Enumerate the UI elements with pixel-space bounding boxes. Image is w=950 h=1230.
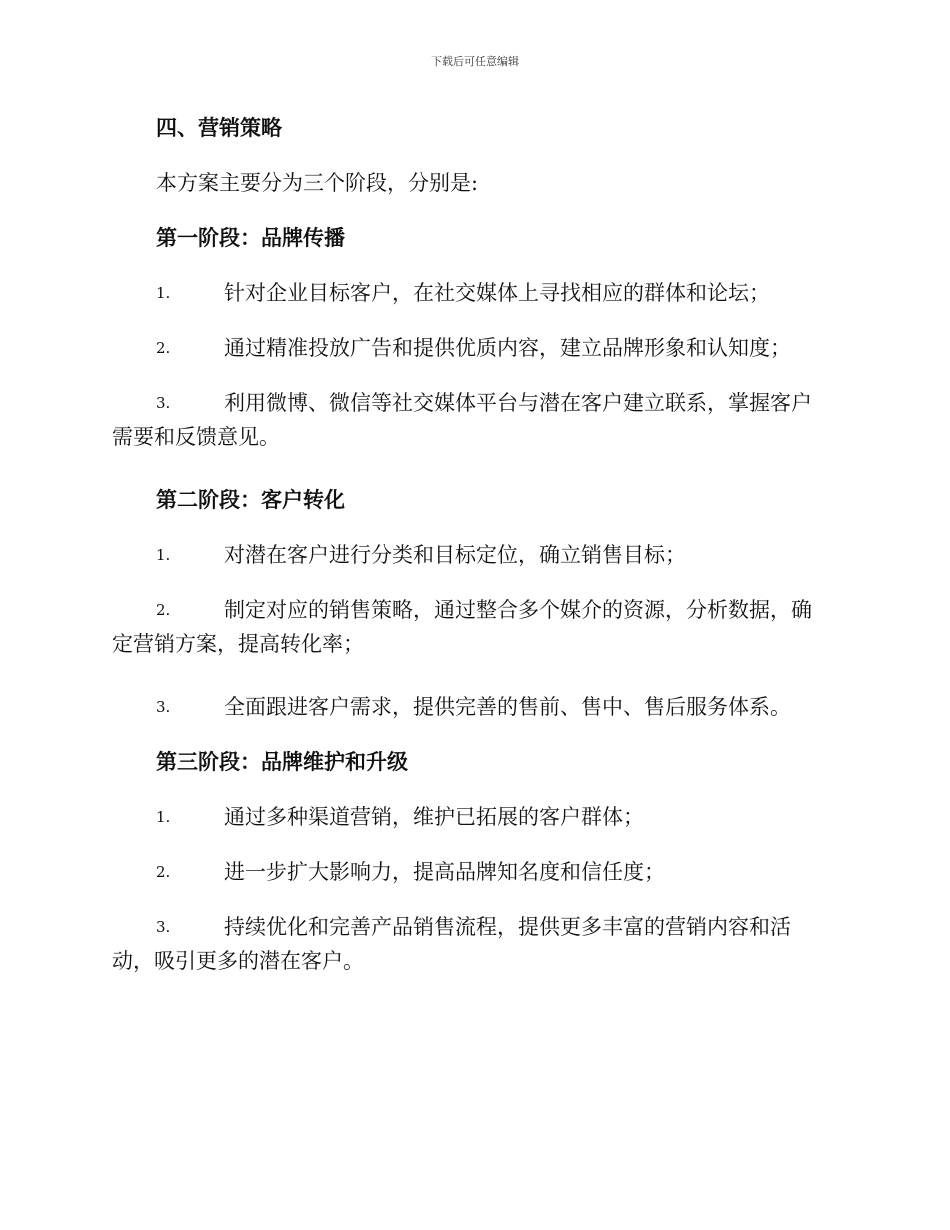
list-number: 1. (156, 284, 171, 302)
list-item (112, 690, 834, 745)
list-text-continued: 需要和反馈意见。 (112, 425, 280, 449)
list-item (112, 910, 834, 1007)
list-item (112, 800, 834, 855)
list-number: 2. (156, 601, 171, 619)
intro-paragraph: 本方案主要分为三个阶段，分别是: (156, 171, 479, 195)
section-title: 四、营销策略 (156, 115, 282, 140)
list-text: 持续优化和完善产品销售流程，提供更多丰富的营销内容和活 (224, 915, 791, 939)
list-number: 3. (156, 918, 171, 936)
list-item (112, 386, 834, 483)
list-number: 3. (156, 698, 171, 716)
document-body (112, 111, 834, 1007)
list-text: 全面跟进客户需求，提供完善的售前、售中、售后服务体系。 (224, 695, 791, 719)
list-text: 通过多种渠道营销，维护已拓展的客户群体； (224, 805, 644, 829)
list-text: 对潜在客户进行分类和目标定位，确立销售目标； (224, 543, 686, 567)
list-text: 利用微博、微信等社交媒体平台与潜在客户建立联系，掌握客户 (224, 391, 812, 415)
stage-heading: 第一阶段：品牌传播 (156, 225, 345, 250)
list-item (112, 276, 834, 331)
list-text-continued: 动，吸引更多的潜在客户。 (112, 949, 364, 973)
list-number: 3. (156, 394, 171, 412)
stage-heading: 第三阶段：品牌维护和升级 (156, 749, 408, 774)
list-text: 制定对应的销售策略，通过整合多个媒介的资源，分析数据，确 (224, 598, 812, 622)
list-item (112, 593, 834, 690)
page-header: 下载后可任意编辑 (431, 55, 519, 68)
list-number: 1. (156, 808, 171, 826)
list-text: 进一步扩大影响力，提高品牌知名度和信任度； (224, 860, 665, 884)
list-item (112, 855, 834, 910)
list-text: 通过精准投放广告和提供优质内容，建立品牌形象和认知度； (224, 336, 791, 360)
list-item (112, 331, 834, 386)
list-text-continued: 定营销方案，提高转化率； (112, 632, 364, 656)
list-number: 2. (156, 863, 171, 881)
list-number: 2. (156, 339, 171, 357)
stage-heading: 第二阶段：客户转化 (156, 487, 345, 512)
list-number: 1. (156, 546, 171, 564)
list-item (112, 538, 834, 593)
list-text: 针对企业目标客户，在社交媒体上寻找相应的群体和论坛； (224, 281, 770, 305)
